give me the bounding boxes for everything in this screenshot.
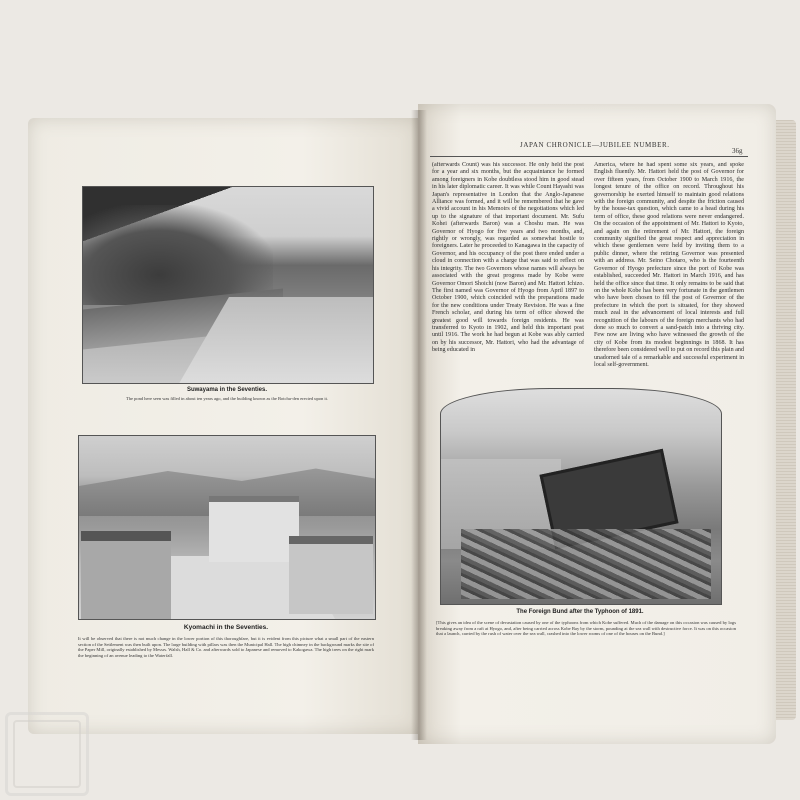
watermark-seal [5, 712, 89, 796]
text-column-right: America, where he had spent some six years, and spoke English fluently. Mr. Hattori held the post of Governor for over fifteen years, from October 1900 to March 1916, the longest tenure of the office on record. Throughout his governorship he exerted himself to maintain good relations with the foreign community, and despite the friction caused by the house-tax question, which came to a head during his term of office, these good relations were never endangered. On the occasion of the appointment of Mr. Hattori to Kyoto, and again on the retirement of Mr. Hattori, the foreign community signified the great respect and appreciation in which these gentlemen were held by inviting them to a public dinner, where the retiring Governor was presented with an address. Mr. Seino Chotaro, who is the fourteenth Governor of Hyogo prefecture since the port of Kobe was established, succeeded Mr. Hattori in March 1916, and has held the office since that time. It only remains to be said that on the whole Kobe has been very fortunate in the gentlemen who have been chosen to fill the post of Governor of the prefecture in which the port is situated, for they showed much zeal in the advancement of local interests and full recognition of the labours of the foreign merchants who had done so much to convert a sand-patch into a thriving city. Few now are living who have witnessed the growth of the city of Kobe from its modest beginnings in 1868. It has therefore been considered well to put on record this plain and unadorned tale of a remarkable and successful experiment in local self-government. [594, 162, 744, 368]
bund-title: The Foreign Bund after the Typhoon of 1891. [516, 609, 644, 615]
photo-building-right [289, 536, 373, 614]
watermark-seal-inner [13, 720, 81, 788]
kyomachi-caption: It will be observed that there is not much change in the lower portion of this thoroughfare, but it is evident from this picture what a small part of the eastern section of the Settlement was then built upon. The large building with pillars was then the Municipal Hall. The high chimney in the background marks the site of the Paper Mill, originally established by Messrs. Walsh, Hall & Co. and afterwards sold to Japanese and removed to Kakogawa. The high trees on the right mark the beginning of an avenue leading to the Waterfall. [78, 636, 374, 658]
suwayama-title: Suwayama in the Seventies. [186, 387, 268, 393]
foreign-bund-photo [440, 388, 722, 605]
running-header: JAPAN CHRONICLE—JUBILEE NUMBER. [520, 141, 670, 149]
suwayama-photo [82, 186, 374, 384]
photo-hill [83, 205, 273, 305]
photo-debris [461, 529, 711, 599]
photo-municipal-hall [209, 496, 299, 562]
book-gutter [411, 110, 427, 740]
text-column-left: (afterwards Count) was his successor. He only held the post for a year and six months, but the acquaintance he formed among foreigners in Kobe doubtless stood him in good stead in his later diplomatic career. It was while Count Hayashi was Japan's representative in London that the Anglo-Japanese Alliance was formed, and it will be remembered that he gave a vivid account in his Memoirs of the negotiations which led up to the signature of that important document. Mr. Sufu Kohei (afterwards Baron) was a Choshu man. He was Governor of Hyogo for five years and two months, and, rightly or wrongly, was regarded as somewhat hostile to foreigners. Later he proceeded to Kanagawa in the capacity of Governor, and his occupancy of the post there ended under a cloud in connection with a charge that was said to reflect on his integrity. The two Governors whose names will always be associated with the great progress made by Kobe were Governor Omori Shoichi (now Baron) and Mr. Hattori Ichizo. The first named was Governor of Hyogo from April 1897 to October 1900, which coincided with the preparations made for the new conditions under Treaty Revision. He was a fine French scholar, and during his term of office showed the greatest good will towards foreign residents. He was transferred to Kyoto in 1902, and held this important post until 1916. The work he had begun at Kobe was ably carried on by his successor, Mr. Hattori, who had the advantage of being educated in [432, 162, 584, 354]
header-rule [430, 156, 748, 157]
kyomachi-photo [78, 435, 376, 620]
page-number: 36g [732, 147, 743, 155]
kyomachi-title: Kyomachi in the Seventies. [183, 624, 269, 631]
photo-building-left [81, 531, 171, 620]
bund-caption: [This gives an idea of the scene of devastation caused by one of the typhoons from which Kobe suffered. Much of the damage on this occasion was caused by logs breaking away from a raft at Hyogo, and, after being carried across Kobe Bay by the storm, pounding at the sea wall with destructive force. It was on this occasion that a launch, carried by the rush of water over the sea wall, crashed into the lower rooms of one of the houses on the Bund.] [436, 620, 736, 637]
page-edges [776, 120, 796, 720]
suwayama-caption: The pond here seen was filled in about ten years ago, and the building known as the Botchu-den erected upon it. [126, 396, 328, 401]
